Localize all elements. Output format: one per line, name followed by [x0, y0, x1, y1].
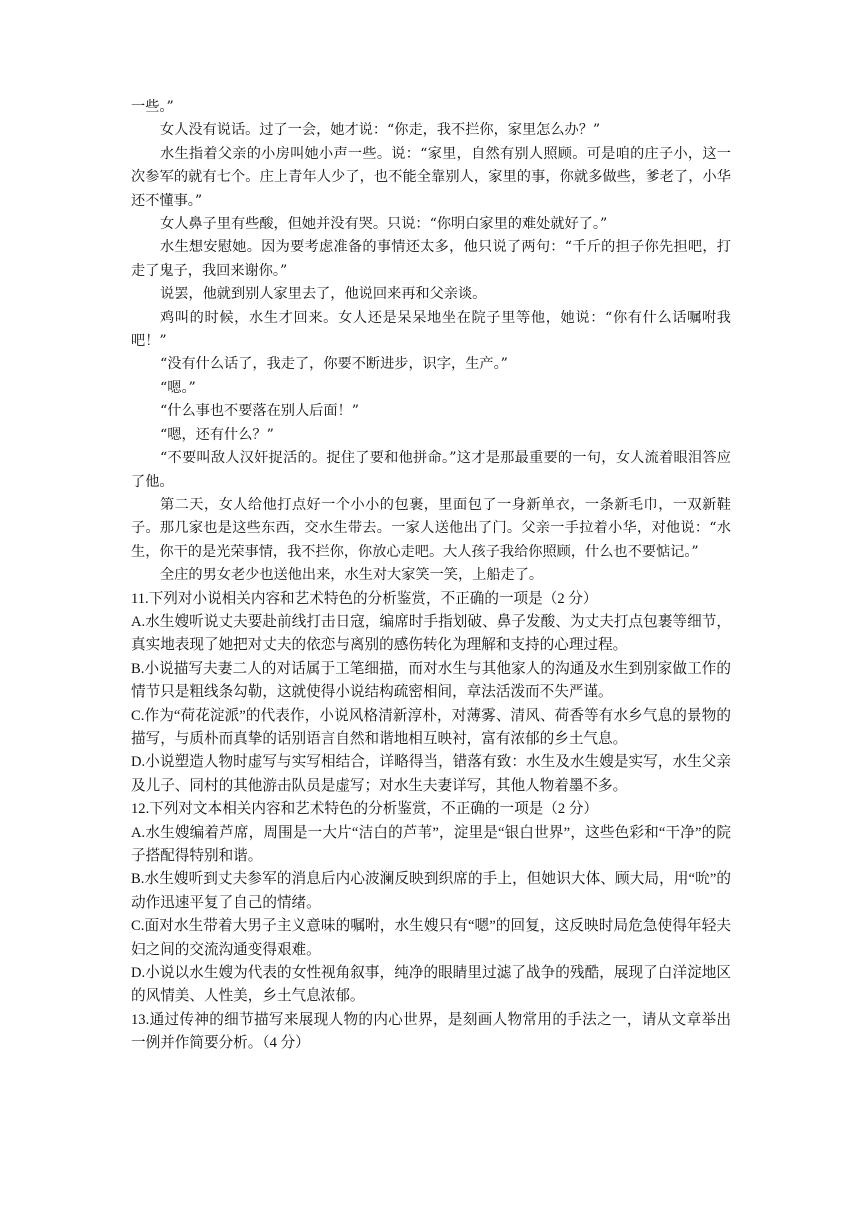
question-stem: 11.下列对小说相关内容和艺术特色的分析鉴赏，不正确的一项是（2 分）	[131, 590, 598, 607]
story-paragraph: 女人没有说话。过了一会，她才说：“你走，我不拦你，家里怎么办？”	[160, 122, 601, 139]
story-paragraph: “不要叫敌人汉奸捉活的。捉住了要和他拼命。”这才是那最重要的一句，女人流着眼泪答应了他。	[131, 450, 731, 490]
story-paragraph: 第二天，女人给他打点好一个小小的包裹，里面包了一身新单衣，一条新毛巾，一双新鞋子。那几家也是这些东西，交水生带去。一家人送他出了门。父亲一手拉着小华，对他说：“水生，你干的是光荣事情，我不拦你，你放心走吧。大人孩子我给你照顾，什么也不要惦记。”	[131, 496, 731, 560]
page-content	[131, 96, 731, 1056]
story-paragraph: “嗯。”	[160, 379, 196, 396]
option-c: C.面对水生带着大男子主义意味的嘱咐，水生嫂只有“嗯”的回复，这反映时局危急使得年轻夫妇之间的交流沟通变得艰难。	[131, 918, 731, 958]
question-stem: 12.下列对文本相关内容和艺术特色的分析鉴赏，不正确的一项是（2 分）	[131, 801, 599, 818]
question-11	[131, 588, 731, 799]
story-paragraph: 水生指着父亲的小房叫她小声一些。说：“家里，自然有别人照顾。可是咱的庄子小，这一次参军的就有七个。庄上青年人少了，也不能全靠别人，家里的事，你就多做些，爹老了，小华还不懂事。”	[131, 145, 731, 209]
option-d: D.小说塑造人物时虚写与实写相结合，详略得当，错落有致：水生及水生嫂是实写，水生父亲及儿子、同村的其他游击队员是虚写；对水生夫妻详写，其他人物着墨不多。	[131, 754, 731, 794]
question-12	[131, 798, 731, 1009]
story-paragraph: 全庄的男女老少也送他出来，水生对大家笑一笑，上船走了。	[160, 567, 544, 584]
question-stem: 13.通过传神的细节描写来展现人物的内心世界，是刻画人物常用的手法之一，请从文章举出一例并作简要分析。（4 分）	[131, 1011, 731, 1052]
story-paragraph: “嗯，还有什么？”	[160, 426, 274, 443]
story-excerpt	[131, 96, 731, 588]
story-paragraph: 女人鼻子里有些酸，但她并没有哭。只说：“你明白家里的难处就好了。”	[160, 216, 608, 233]
story-paragraph: “没有什么话了，我走了，你要不断进步，识字，生产。”	[160, 356, 508, 373]
story-paragraph: 水生想安慰她。因为要考虑准备的事情还太多，他只说了两句：“千斤的担子你先担吧，打走了鬼子，我回来谢你。”	[131, 239, 731, 279]
story-paragraph: 鸡叫的时候，水生才回来。女人还是呆呆地坐在院子里等他，她说：“你有什么话嘱咐我吧！”	[131, 309, 731, 350]
story-paragraph: 说罢，他就到别人家里去了，他说回来再和父亲谈。	[160, 286, 487, 303]
option-a: A.水生嫂编着芦席，周围是一大片“洁白的芦苇”，淀里是“银白世界”，这些色彩和“干净”的院子搭配得特别和谐。	[131, 824, 731, 864]
option-c: C.作为“荷花淀派”的代表作，小说风格清新淳朴，对薄雾、清风、荷香等有水乡气息的景物的描写，与质朴而真挚的话别语言自然和谐地相互映衬，富有浓郁的乡土气息。	[131, 707, 731, 747]
option-d: D.小说以水生嫂为代表的女性视角叙事，纯净的眼睛里过滤了战争的残酷，展现了白洋淀地区的风情美、人性美，乡土气息浓郁。	[131, 965, 731, 1005]
option-b: B.小说描写夫妻二人的对话属于工笔细描，而对水生与其他家人的沟通及水生到别家做工作的情节只是粗线条勾勒，这就使得小说结构疏密相间，章法活泼而不失严谨。	[131, 660, 731, 701]
option-b: B.水生嫂听到丈夫参军的消息后内心波澜反映到织席的手上，但她识大体、顾大局，用“吮”的动作迅速平复了自己的情绪。	[131, 871, 731, 911]
story-paragraph: 一些。”	[131, 99, 174, 115]
question-13	[131, 1009, 731, 1056]
story-paragraph: “什么事也不要落在别人后面！”	[160, 403, 359, 420]
option-a: A.水生嫂听说丈夫要赴前线打击日寇，编席时手指划破、鼻子发酸、为丈夫打点包裹等细节，真实地表现了她把对丈夫的依恋与离别的感伤转化为理解和支持的心理过程。	[131, 613, 731, 654]
